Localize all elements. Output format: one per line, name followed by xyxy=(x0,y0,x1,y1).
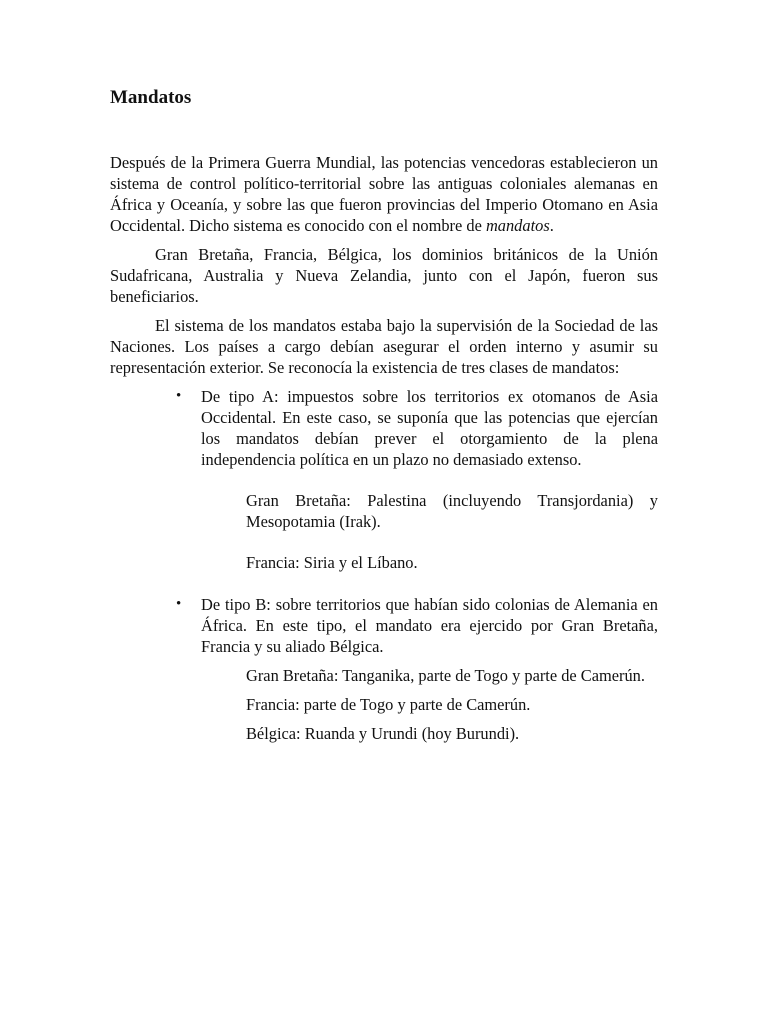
type-b-item-belgica: Bélgica: Ruanda y Urundi (hoy Burundi). xyxy=(246,724,520,743)
bullet-icon: • xyxy=(176,596,182,612)
intro-italic-term: mandatos xyxy=(485,216,550,235)
mandate-types-list xyxy=(110,386,658,744)
mandate-type-a xyxy=(176,386,658,573)
document-body xyxy=(110,152,658,752)
mandate-type-a-text: De tipo A: impuestos sobre los territorios ex otomanos de Asia Occidental. En este caso, se suponía que las potencias que ejercían los mandatos debían prever el otorgamiento de la plena independencia política en un plazo no demasiado extenso. xyxy=(201,387,658,469)
type-a-item-francia: Francia: Siria y el Líbano. xyxy=(246,553,418,572)
bullet-icon: • xyxy=(176,388,182,404)
intro-paragraph xyxy=(110,152,658,236)
beneficiaries-paragraph: Gran Bretaña, Francia, Bélgica, los dominios británicos de la Unión Sudafricana, Australia y Nueva Zelandia, junto con el Japón, fueron sus beneficiarios. xyxy=(110,245,658,306)
intro-end: . xyxy=(549,216,554,235)
type-a-item-gran-bretana: Gran Bretaña: Palestina (incluyendo Transjordania) y Mesopotamia (Irak). xyxy=(246,491,658,531)
mandate-type-b-text: De tipo B: sobre territorios que habían sido colonias de Alemania en África. En este tipo, el mandato era ejercido por Gran Bretaña, Francia y su aliado Bélgica. xyxy=(201,595,658,656)
document-title: Mandatos xyxy=(110,87,192,108)
mandate-type-b xyxy=(176,594,658,744)
intro-text: Después de la Primera Guerra Mundial, las potencias vencedoras establecieron un sistema de control político-territorial sobre las antiguas coloniales alemanas en África y Oceanía, y sobre las que fueron provincias del Imperio Otomano en Asia Occidental. Dicho sistema es conocido con el nombre de xyxy=(110,153,658,235)
type-b-item-francia: Francia: parte de Togo y parte de Camerún. xyxy=(246,695,531,714)
supervision-paragraph: El sistema de los mandatos estaba bajo la supervisión de la Sociedad de las Naciones. Los países a cargo debían asegurar el orden interno y asumir su representación exterior. Se reconocía la existencia de tres clases de mandatos: xyxy=(110,316,658,377)
document-page xyxy=(110,0,658,1024)
type-b-item-gran-bretana: Gran Bretaña: Tanganika, parte de Togo y parte de Camerún. xyxy=(246,666,645,685)
